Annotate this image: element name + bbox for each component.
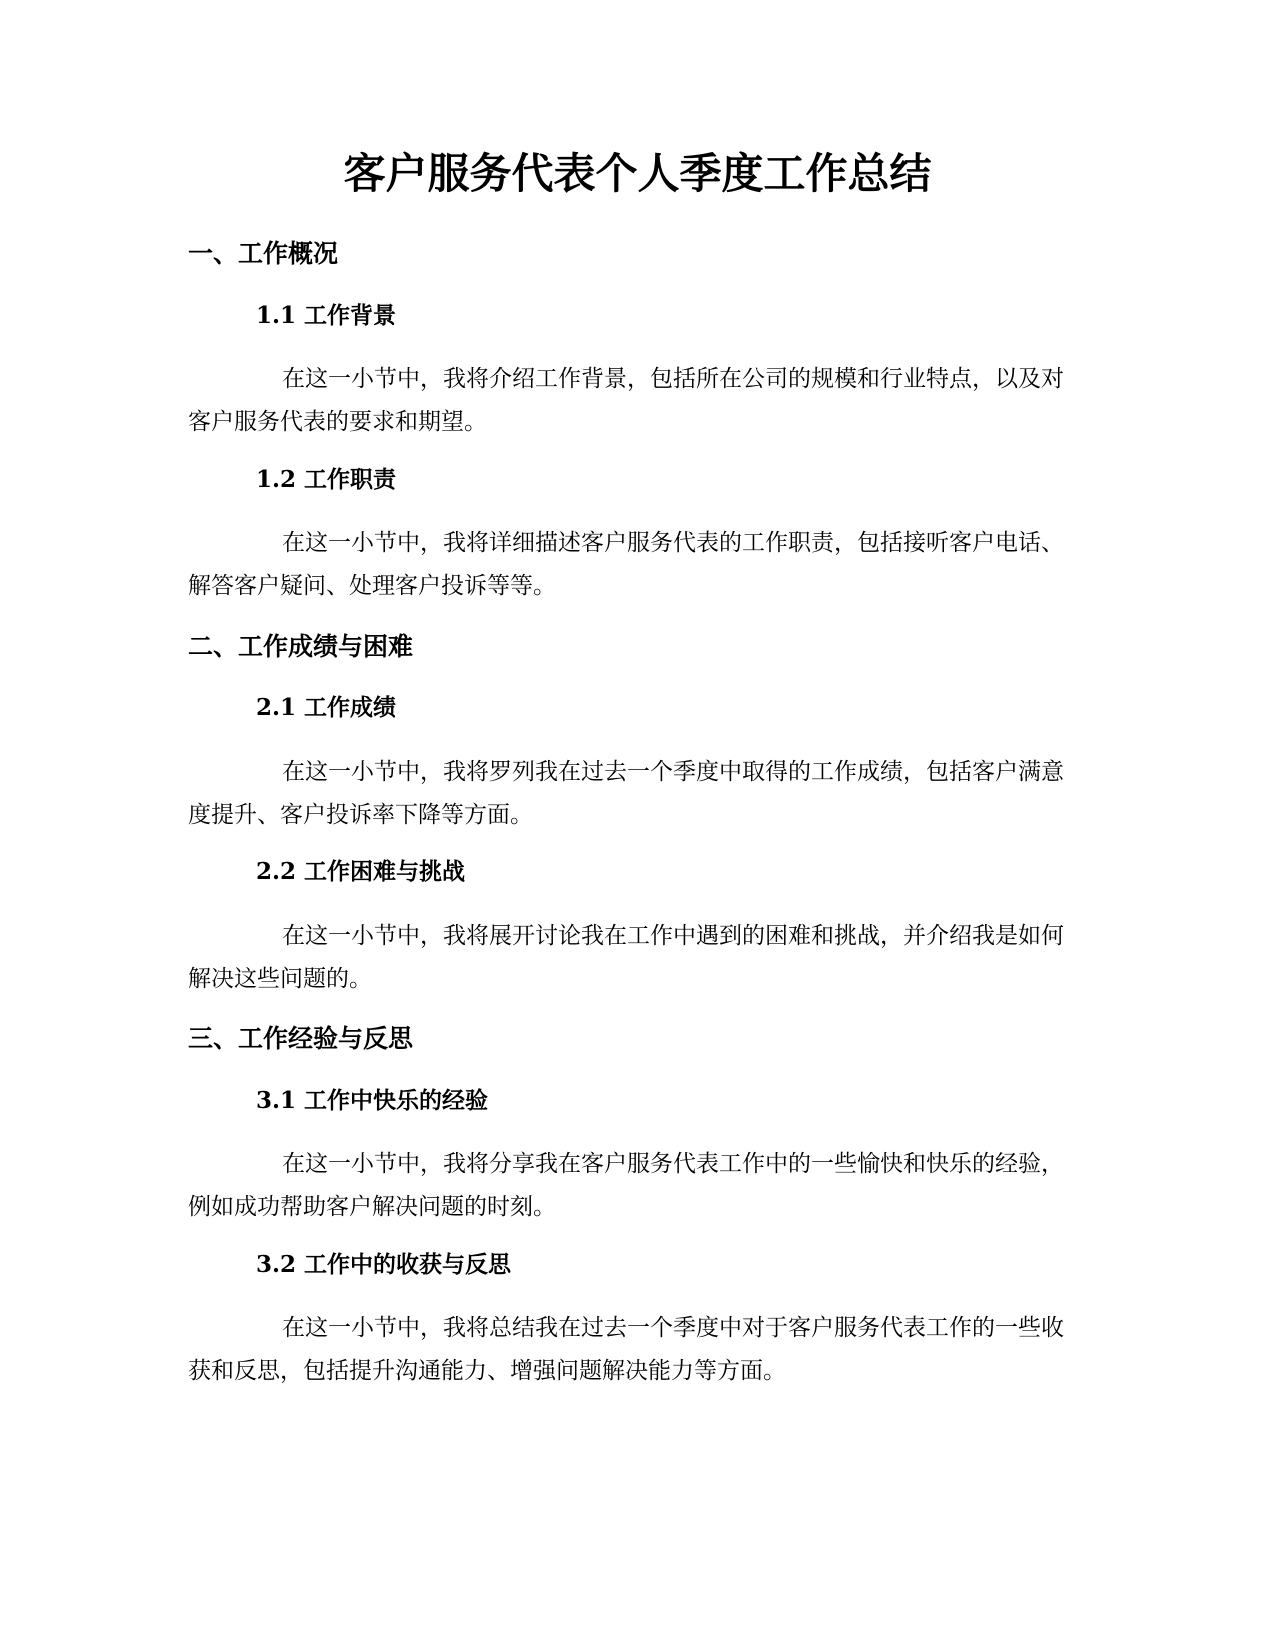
paragraph-2-2: 在这一小节中，我将展开讨论我在工作中遇到的困难和挑战，并介绍我是如何解决这些问题的。 [188,923,1064,992]
section-heading-2: 二、工作成绩与困难 [188,632,414,661]
subsection-heading-2-1: 2.1 工作成绩 [256,694,397,721]
subsection-heading-1-1: 1.1 工作背景 [256,302,397,329]
section-heading-3: 三、工作经验与反思 [188,1024,414,1053]
paragraph-3-2: 在这一小节中，我将总结我在过去一个季度中对于客户服务代表工作的一些收获和反思，包括提升沟通能力、增强问题解决能力等方面。 [188,1315,1064,1384]
document-title: 客户服务代表个人季度工作总结 [343,149,932,198]
subsection-heading-1-2: 1.2 工作职责 [256,466,397,493]
subsection-heading-2-2: 2.2 工作困难与挑战 [256,858,466,885]
subsection-heading-3-2: 3.2 工作中的收获与反思 [256,1251,512,1278]
paragraph-1-1: 在这一小节中，我将介绍工作背景，包括所在公司的规模和行业特点，以及对客户服务代表的要求和期望。 [188,366,1064,435]
section-heading-1: 一、工作概况 [188,239,339,268]
subsection-heading-3-1: 3.1 工作中快乐的经验 [256,1087,489,1114]
paragraph-1-2: 在这一小节中，我将详细描述客户服务代表的工作职责，包括接听客户电话、解答客户疑问、处理客户投诉等等。 [188,530,1064,599]
paragraph-3-1: 在这一小节中，我将分享我在客户服务代表工作中的一些愉快和快乐的经验，例如成功帮助客户解决问题的时刻。 [188,1151,1064,1220]
paragraph-2-1: 在这一小节中，我将罗列我在过去一个季度中取得的工作成绩，包括客户满意度提升、客户投诉率下降等方面。 [188,759,1064,828]
